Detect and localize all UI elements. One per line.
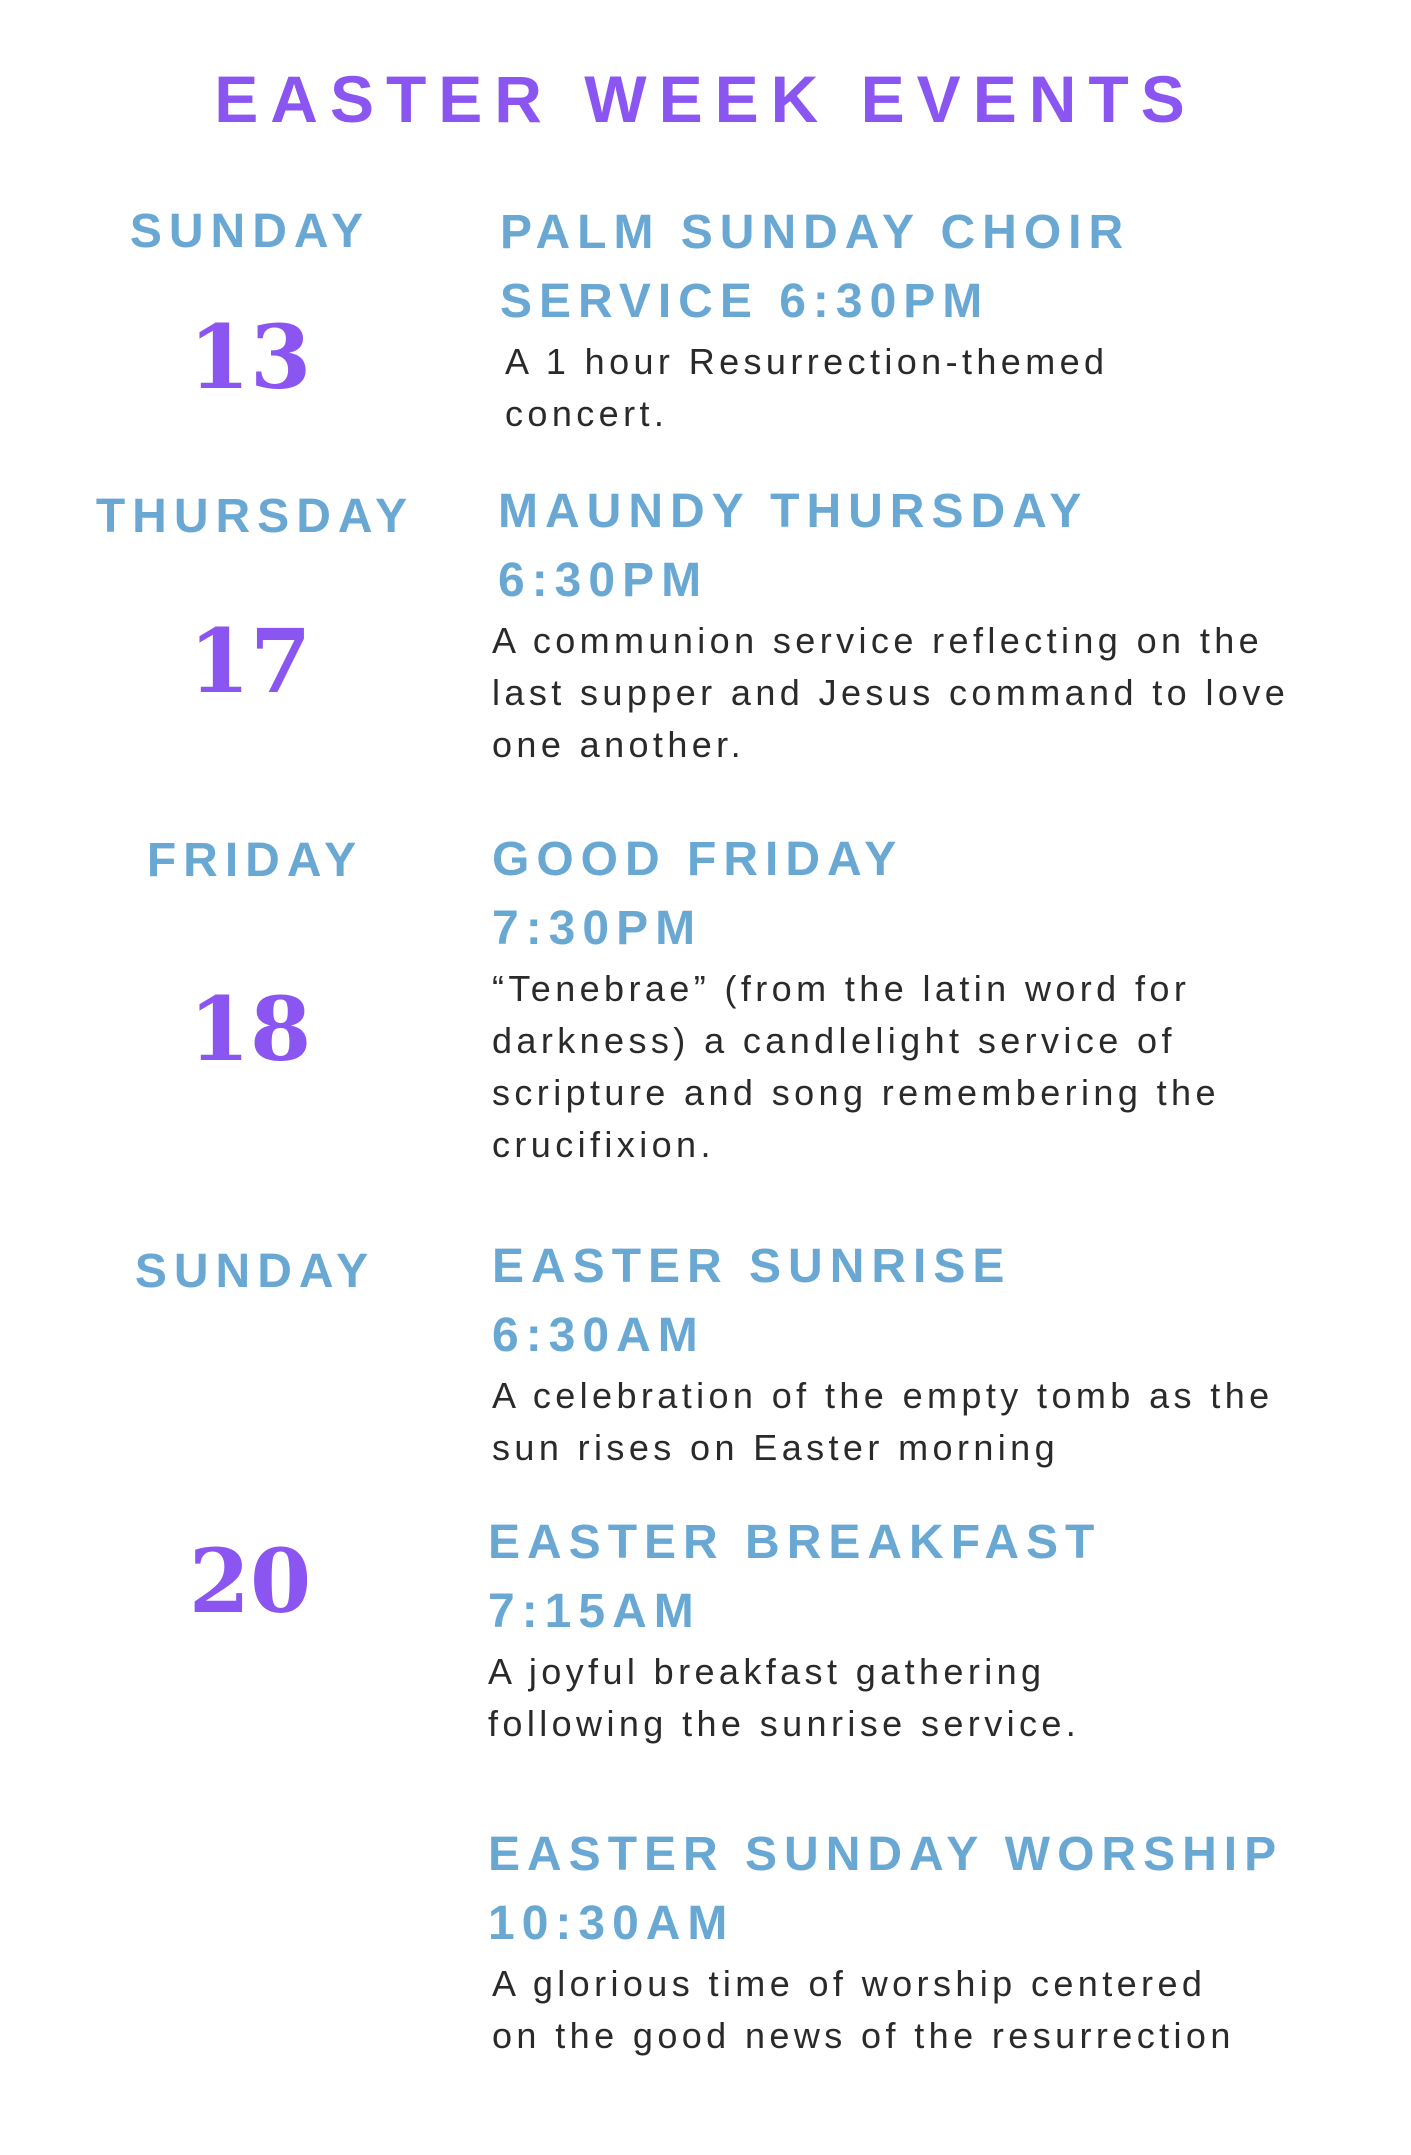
event-time: 7:30PM <box>492 902 703 955</box>
event-easter-sunday-worship <box>488 1820 1348 2062</box>
event-description: A glorious time of worship centered on the good news of the resurrection <box>492 1963 1235 2056</box>
day-name: FRIDAY <box>146 834 364 887</box>
event-title: EASTER BREAKFAST <box>488 1516 1102 1569</box>
event-maundy-thursday <box>492 477 1318 771</box>
day-number: 20 <box>188 1529 312 1633</box>
event-easter-sunrise <box>492 1232 1312 1474</box>
day-number: 18 <box>188 977 312 1081</box>
event-description: A communion service reflecting on the last supper and Jesus command to love one another. <box>492 620 1290 765</box>
day-name: THURSDAY <box>95 490 415 543</box>
event-title: MAUNDY THURSDAY <box>498 485 1089 538</box>
event-time: SERVICE 6:30PM <box>500 275 990 328</box>
event-time: 10:30AM <box>488 1897 735 1950</box>
event-time: 6:30AM <box>492 1309 705 1362</box>
event-description: A joyful breakfast gathering following the sunrise service. <box>488 1651 1081 1744</box>
day-name: SUNDAY <box>129 205 371 258</box>
event-title: EASTER SUNRISE <box>492 1240 1012 1293</box>
event-time: 7:15AM <box>488 1585 701 1638</box>
event-palm-sunday <box>500 198 1320 440</box>
event-time: 6:30PM <box>498 554 709 607</box>
day-number: 17 <box>188 609 312 713</box>
event-easter-breakfast <box>488 1508 1308 1750</box>
event-description: A 1 hour Resurrection-themed concert. <box>505 341 1109 434</box>
day-name: SUNDAY <box>134 1245 376 1298</box>
page-title: EASTER WEEK EVENTS <box>214 62 1197 136</box>
event-title: PALM SUNDAY CHOIR <box>500 206 1131 259</box>
event-description: A celebration of the empty tomb as the sun rises on Easter morning <box>492 1375 1274 1468</box>
event-good-friday <box>492 825 1312 1171</box>
event-title: EASTER SUNDAY WORSHIP <box>488 1828 1284 1881</box>
event-title: GOOD FRIDAY <box>492 833 904 886</box>
event-description: “Tenebrae” (from the latin word for darkness) a candlelight service of scripture and song remembering the crucifixion. <box>492 968 1220 1165</box>
day-number: 13 <box>188 305 312 409</box>
